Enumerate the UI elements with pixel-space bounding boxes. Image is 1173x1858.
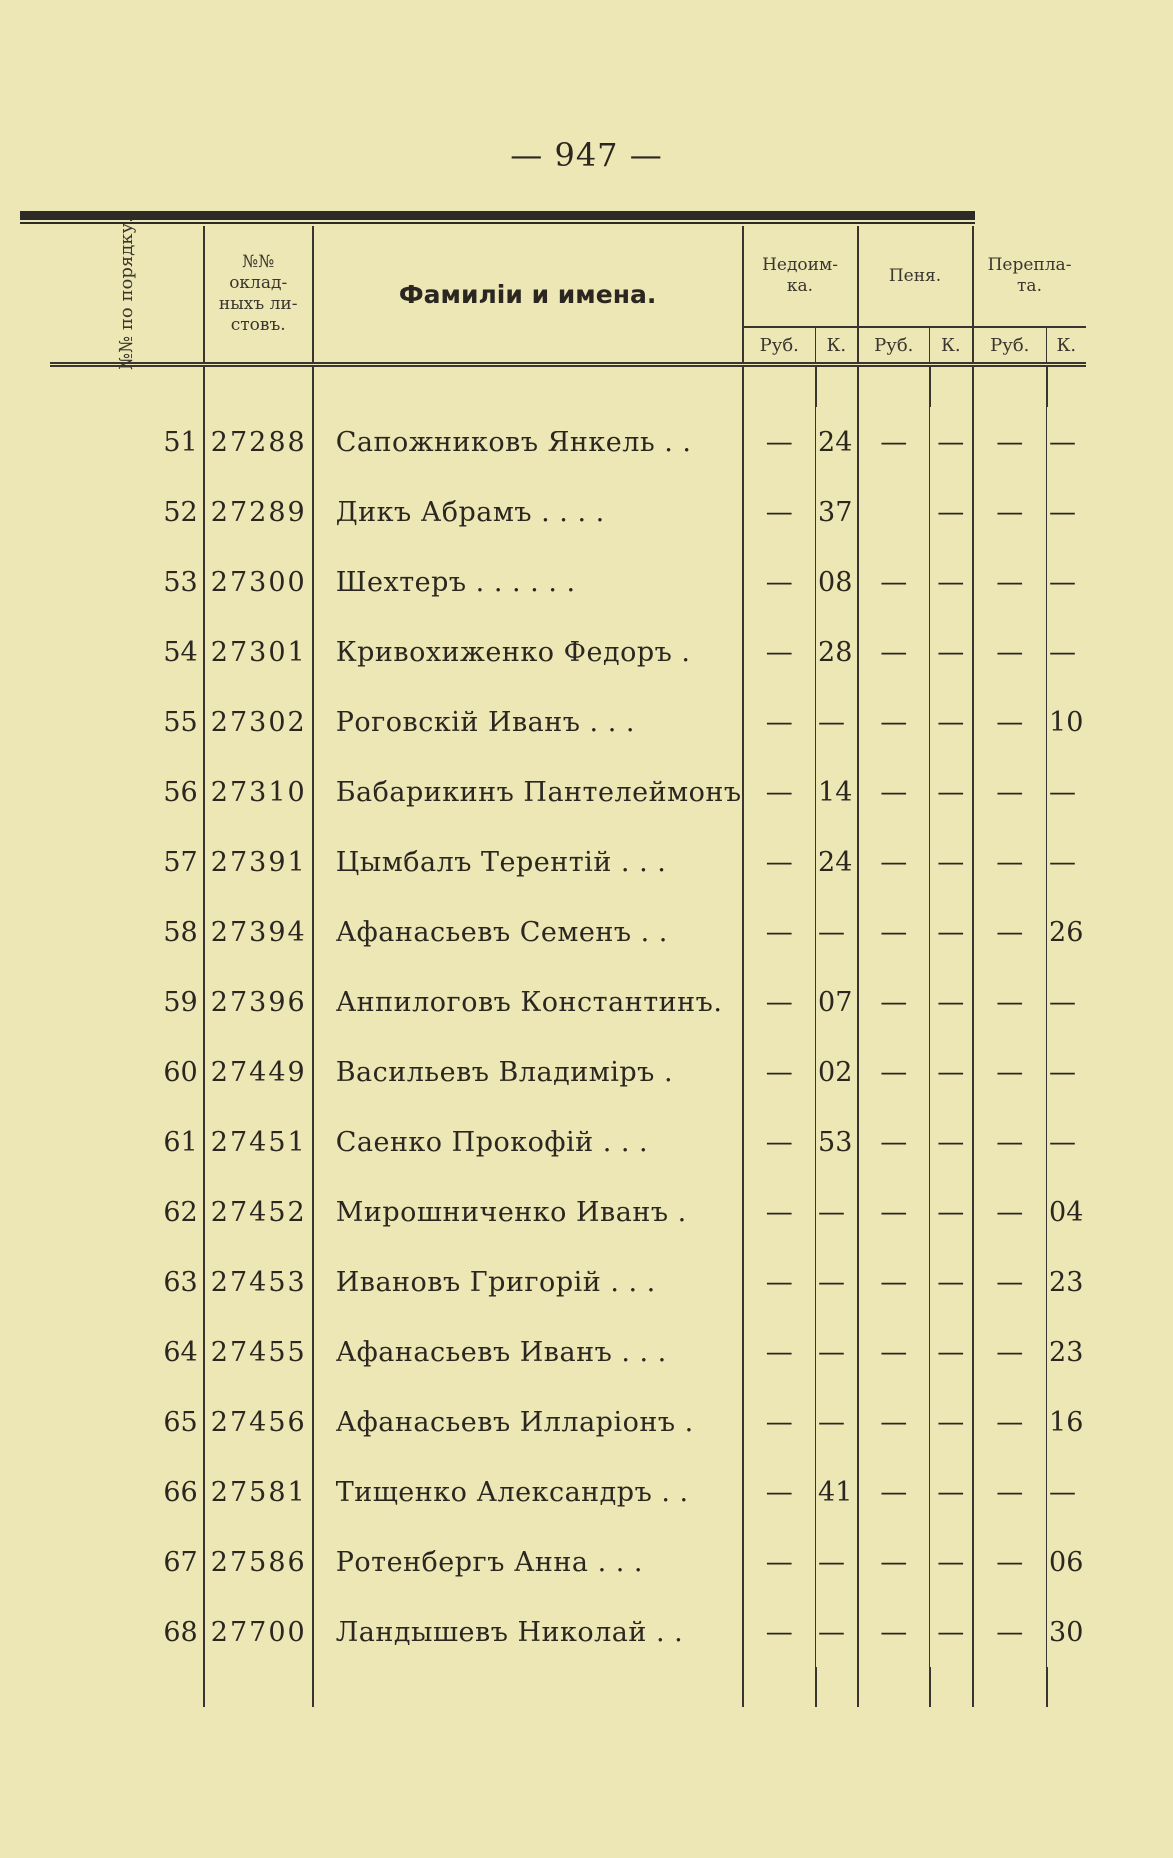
arrears-kop: — [816,1527,858,1597]
header-names: Фамиліи и имена. [313,226,743,365]
taxpayer-name: Афанасьевъ Илларіонъ . [313,1387,743,1457]
penalty-rub: — [858,1457,930,1527]
taxpayer-name: Тищенко Александръ . . [313,1457,743,1527]
arrears-rub: — [743,547,816,617]
sheet-number: 27700 [204,1597,313,1667]
taxpayer-name: Ротенбергъ Анна . . . [313,1527,743,1597]
arrears-kop: 02 [816,1037,858,1107]
sheet-number: 27300 [204,547,313,617]
page-number: — 947 — [510,136,663,174]
penalty-kop: — [930,1177,973,1247]
header-overpay-line: та. [1017,276,1042,296]
penalty-kop: — [930,407,973,477]
arrears-rub: — [743,827,816,897]
overpay-kop: — [1047,967,1086,1037]
overpay-rub: — [973,687,1047,757]
penalty-kop: — [930,967,973,1037]
penalty-rub [858,477,930,547]
row-number: 57 [163,846,198,878]
arrears-kop: — [816,687,858,757]
sheet-number: 27453 [204,1247,313,1317]
row-number: 62 [163,1196,198,1228]
row-number: 64 [163,1336,198,1368]
header-arrears-line: Недоим- [762,255,838,275]
header-arrears-line: ка. [786,276,814,296]
top-rule-thin [20,222,975,224]
header-sheet [204,226,313,365]
penalty-rub: — [858,547,930,617]
penalty-rub: — [858,827,930,897]
row-number: 63 [163,1266,198,1298]
sub-overpay-kop: К. [1047,327,1086,365]
overpay-kop: 30 [1047,1597,1086,1667]
overpay-kop: — [1047,827,1086,897]
row-number: 66 [163,1476,198,1508]
penalty-rub: — [858,617,930,687]
sheet-number: 27456 [204,1387,313,1457]
overpay-kop: 16 [1047,1387,1086,1457]
header-order [50,217,204,370]
table-row [50,1317,1086,1387]
arrears-rub: — [743,1457,816,1527]
overpay-rub: — [973,547,1047,617]
arrears-rub: — [743,407,816,477]
taxpayer-name: Шехтеръ . . . . . . [313,547,743,617]
sub-arrears-rub: Руб. [743,327,816,365]
overpay-kop: — [1047,547,1086,617]
overpay-kop: 10 [1047,687,1086,757]
penalty-rub: — [858,1387,930,1457]
arrears-kop: 37 [816,477,858,547]
spacer-row [50,387,1086,407]
table-row [50,1037,1086,1107]
header-overpay-line: Перепла- [987,255,1072,275]
overpay-rub: — [973,1597,1047,1667]
sheet-number: 27581 [204,1457,313,1527]
penalty-rub: — [858,757,930,827]
taxpayer-name: Ивановъ Григорій . . . [313,1247,743,1317]
header-sheet-line: оклад- [229,273,288,293]
overpay-kop: 23 [1047,1317,1086,1387]
table-row [50,687,1086,757]
penalty-kop: — [930,1037,973,1107]
overpay-kop: — [1047,757,1086,827]
penalty-kop: — [930,1527,973,1597]
arrears-kop: — [816,1317,858,1387]
overpay-rub: — [973,1457,1047,1527]
header-separator [50,365,1086,388]
sheet-number: 27310 [204,757,313,827]
row-number: 67 [163,1546,198,1578]
sheet-number: 27288 [204,407,313,477]
penalty-rub: — [858,1317,930,1387]
arrears-kop: — [816,1247,858,1317]
overpay-kop: — [1047,1457,1086,1527]
row-number: 54 [163,636,198,668]
row-number: 52 [163,496,198,528]
overpay-kop: — [1047,1037,1086,1107]
row-number: 56 [163,776,198,808]
overpay-rub: — [973,1317,1047,1387]
table-row [50,827,1086,897]
taxpayer-name: Афанасьевъ Иванъ . . . [313,1317,743,1387]
overpay-kop: — [1047,617,1086,687]
penalty-kop: — [930,897,973,967]
arrears-rub: — [743,1527,816,1597]
taxpayer-name: Ландышевъ Николай . . [313,1597,743,1667]
table-row [50,407,1086,477]
sub-arrears-kop: К. [816,327,858,365]
penalty-rub: — [858,407,930,477]
penalty-rub: — [858,687,930,757]
arrears-rub: — [743,687,816,757]
overpay-rub: — [973,1037,1047,1107]
penalty-rub: — [858,1177,930,1247]
penalty-kop: — [930,1387,973,1457]
taxpayer-name: Бабарикинъ Пантелеймонъ [313,757,743,827]
header-overpay [973,226,1086,327]
sheet-number: 27455 [204,1317,313,1387]
table-row [50,617,1086,687]
row-number: 65 [163,1406,198,1438]
arrears-kop: 41 [816,1457,858,1527]
top-rule [20,211,975,220]
penalty-kop: — [930,687,973,757]
sheet-number: 27452 [204,1177,313,1247]
penalty-rub: — [858,897,930,967]
sheet-number: 27289 [204,477,313,547]
penalty-kop: — [930,827,973,897]
overpay-rub: — [973,1177,1047,1247]
taxpayer-name: Мирошниченко Иванъ . [313,1177,743,1247]
arrears-kop: 08 [816,547,858,617]
sub-penalty-kop: К. [930,327,973,365]
row-number: 51 [163,426,198,458]
penalty-kop: — [930,1317,973,1387]
taxpayer-name: Афанасьевъ Семенъ . . [313,897,743,967]
overpay-rub: — [973,1107,1047,1177]
sheet-number: 27391 [204,827,313,897]
sheet-number: 27451 [204,1107,313,1177]
header-sheet-line: стовъ. [230,315,286,335]
penalty-rub: — [858,1037,930,1107]
overpay-kop: 23 [1047,1247,1086,1317]
arrears-rub: — [743,757,816,827]
arrears-rub: — [743,1387,816,1457]
arrears-kop: — [816,1177,858,1247]
penalty-kop: — [930,1457,973,1527]
overpay-kop: 06 [1047,1527,1086,1597]
arrears-kop: 53 [816,1107,858,1177]
arrears-kop: 24 [816,827,858,897]
overpay-rub: — [973,617,1047,687]
table-row [50,967,1086,1037]
taxpayer-name: Дикъ Абрамъ . . . . [313,477,743,547]
arrears-rub: — [743,477,816,547]
sheet-number: 27449 [204,1037,313,1107]
taxpayer-name: Роговскій Иванъ . . . [313,687,743,757]
sheet-number: 27396 [204,967,313,1037]
row-number: 53 [163,566,198,598]
row-number: 61 [163,1126,198,1158]
penalty-kop: — [930,757,973,827]
arrears-rub: — [743,1037,816,1107]
table-tail [50,1667,1086,1707]
overpay-rub: — [973,757,1047,827]
table-row [50,1177,1086,1247]
arrears-rub: — [743,967,816,1037]
penalty-rub: — [858,1247,930,1317]
table-row [50,897,1086,967]
penalty-kop: — [930,617,973,687]
overpay-kop: — [1047,477,1086,547]
overpay-kop: — [1047,407,1086,477]
header-sheet-line: №№ [242,252,275,272]
penalty-kop: — [930,1247,973,1317]
taxpayer-name: Сапожниковъ Янкель . . [313,407,743,477]
header-order-label: №№ по порядку. [115,217,137,370]
penalty-kop: — [930,1107,973,1177]
taxpayer-name: Кривохиженко Федоръ . [313,617,743,687]
penalty-rub: — [858,967,930,1037]
overpay-rub: — [973,1527,1047,1597]
header-penalty: Пеня. [858,226,973,327]
overpay-kop: 04 [1047,1177,1086,1247]
overpay-rub: — [973,827,1047,897]
overpay-kop: — [1047,1107,1086,1177]
penalty-rub: — [858,1527,930,1597]
arrears-kop: 24 [816,407,858,477]
sheet-number: 27301 [204,617,313,687]
arrears-rub: — [743,617,816,687]
table-row [50,477,1086,547]
table-row [50,1527,1086,1597]
arrears-rub: — [743,1107,816,1177]
table-row [50,1457,1086,1527]
penalty-kop: — [930,547,973,617]
taxpayer-name: Анпилоговъ Константинъ. [313,967,743,1037]
arrears-rub: — [743,897,816,967]
arrears-rub: — [743,1597,816,1667]
table-row [50,1387,1086,1457]
table-row [50,757,1086,827]
arrears-kop: — [816,897,858,967]
overpay-rub: — [973,477,1047,547]
register-table [50,217,1086,1707]
overpay-rub: — [973,967,1047,1037]
row-number: 55 [163,706,198,738]
sheet-number: 27586 [204,1527,313,1597]
header-sheet-line: ныхъ ли- [218,294,298,314]
arrears-rub: — [743,1247,816,1317]
arrears-kop: 28 [816,617,858,687]
arrears-kop: — [816,1387,858,1457]
overpay-rub: — [973,1387,1047,1457]
row-number: 59 [163,986,198,1018]
row-number: 68 [163,1616,198,1648]
arrears-rub: — [743,1177,816,1247]
arrears-kop: — [816,1597,858,1667]
table-row [50,1247,1086,1317]
arrears-rub: — [743,1317,816,1387]
penalty-kop: — [930,477,973,547]
taxpayer-name: Цымбалъ Терентій . . . [313,827,743,897]
overpay-rub: — [973,897,1047,967]
sub-penalty-rub: Руб. [858,327,930,365]
table-row [50,1597,1086,1667]
sub-overpay-rub: Руб. [973,327,1047,365]
sheet-number: 27394 [204,897,313,967]
penalty-rub: — [858,1597,930,1667]
sheet-number: 27302 [204,687,313,757]
penalty-rub: — [858,1107,930,1177]
table-row [50,547,1086,617]
taxpayer-name: Саенко Прокофій . . . [313,1107,743,1177]
taxpayer-name: Васильевъ Владиміръ . [313,1037,743,1107]
overpay-rub: — [973,407,1047,477]
overpay-kop: 26 [1047,897,1086,967]
penalty-kop: — [930,1597,973,1667]
header-arrears [743,226,858,327]
arrears-kop: 07 [816,967,858,1037]
row-number: 58 [163,916,198,948]
overpay-rub: — [973,1247,1047,1317]
row-number: 60 [163,1056,198,1088]
arrears-kop: 14 [816,757,858,827]
table-row [50,1107,1086,1177]
